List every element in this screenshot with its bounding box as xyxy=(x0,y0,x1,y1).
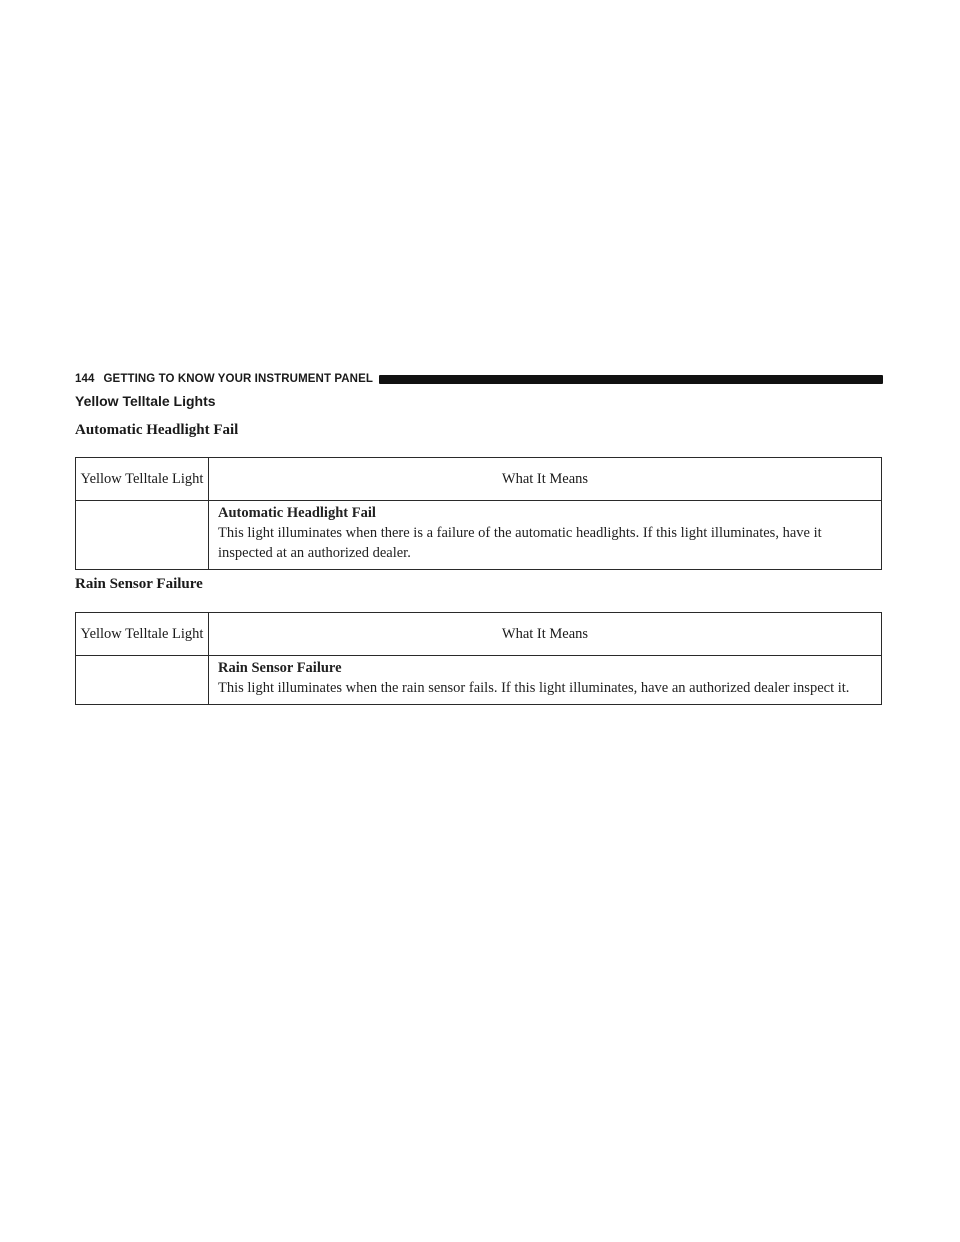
meaning-cell xyxy=(209,501,882,570)
table-header-row xyxy=(76,613,882,656)
column-header-light: Yellow Telltale Light xyxy=(76,458,209,501)
subheading-rain-sensor-failure: Rain Sensor Failure xyxy=(75,576,203,592)
subheading-automatic-headlight-fail: Automatic Headlight Fail xyxy=(75,422,239,438)
table-row xyxy=(76,656,882,705)
meaning-text: This light illuminates when there is a failure of the automatic headlights. If this light illuminates, have it inspected at an authorized dealer. xyxy=(218,525,822,561)
meaning-text: This light illuminates when the rain sensor fails. If this light illuminates, have an authorized dealer inspect it. xyxy=(218,680,850,696)
meaning-cell xyxy=(209,656,882,705)
section-title: Yellow Telltale Lights xyxy=(75,393,216,409)
column-header-meaning: What It Means xyxy=(209,458,882,501)
telltale-icon-cell xyxy=(76,501,209,570)
running-title: GETTING TO KNOW YOUR INSTRUMENT PANEL xyxy=(103,373,373,385)
meaning-title: Automatic Headlight Fail xyxy=(218,505,376,521)
table-row xyxy=(76,501,882,570)
page-number: 144 xyxy=(75,373,95,385)
header-rule xyxy=(379,375,883,384)
telltale-table-rain-sensor xyxy=(75,612,882,705)
telltale-table-automatic-headlight xyxy=(75,457,882,570)
table-header-row xyxy=(76,458,882,501)
telltale-icon-cell xyxy=(76,656,209,705)
column-header-light: Yellow Telltale Light xyxy=(76,613,209,656)
column-header-meaning: What It Means xyxy=(209,613,882,656)
meaning-title: Rain Sensor Failure xyxy=(218,660,342,676)
running-header xyxy=(75,371,883,387)
